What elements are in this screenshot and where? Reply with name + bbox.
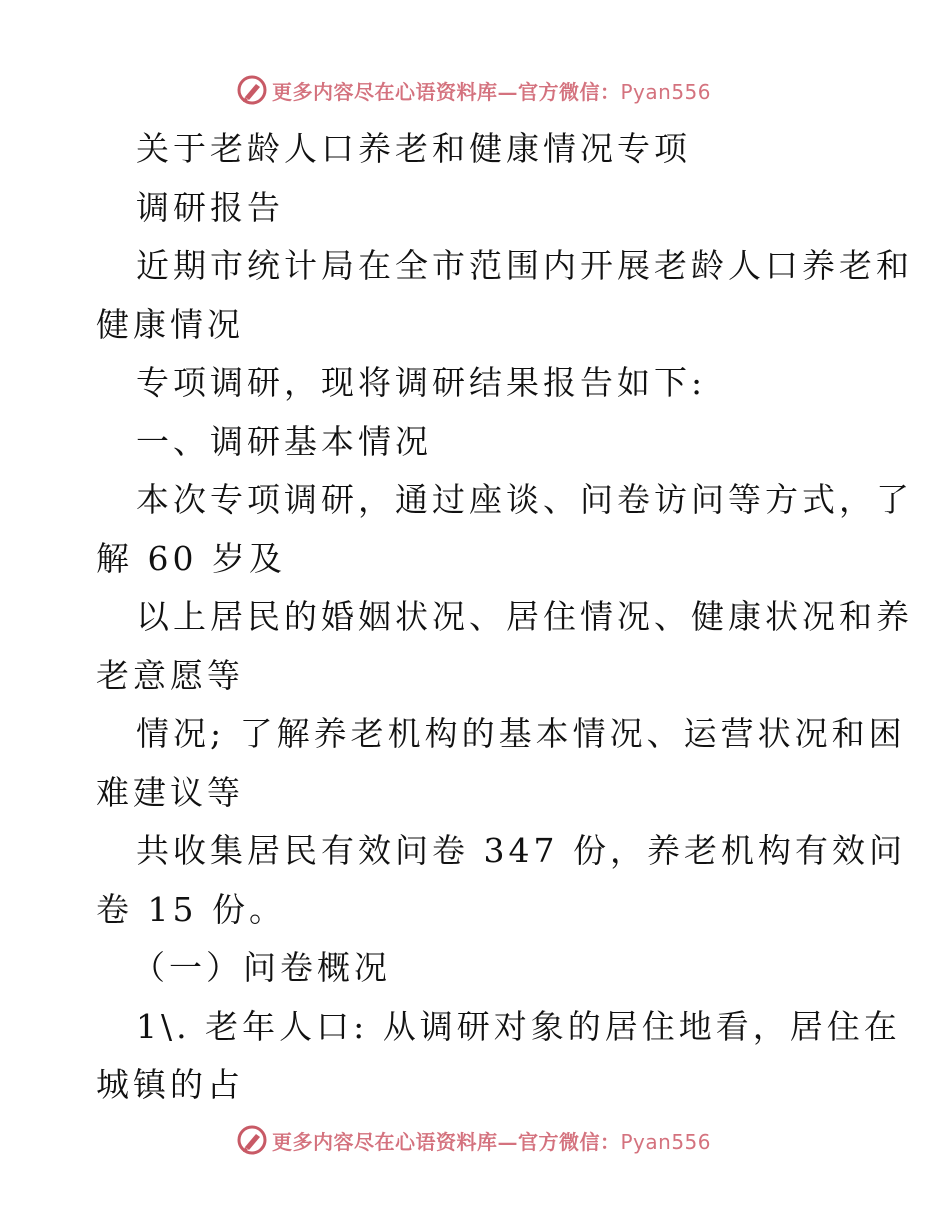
paragraph-line: 老意愿等 [96,655,244,695]
paragraph-line: 解 60 岁及 [96,538,286,578]
watermark-header [236,73,711,107]
paragraph-line: 1\. 老年人口: 从调研对象的居住地看，居住在 [136,1006,901,1046]
section-heading: 一、调研基本情况 [136,421,432,461]
document-title-line-1: 关于老龄人口养老和健康情况专项 [136,129,691,168]
paragraph-line: 以上居民的婚姻状况、居住情况、健康状况和养 [136,597,913,636]
document-title-line-2: 调研报告 [136,187,284,227]
pen-circle-logo-icon [236,74,268,106]
paragraph-line: 卷 15 份。 [96,889,286,929]
paragraph-line: 城镇的占 [96,1065,244,1104]
pen-circle-logo-icon [236,1124,268,1156]
paragraph-line: 健康情况 [96,304,244,344]
watermark-text: 更多内容尽在心语资料库—官方微信：Pyan556 [272,1129,712,1154]
paragraph-line: 共收集居民有效问卷 347 份，养老机构有效问 [136,831,906,870]
paragraph-line: 情况; 了解养老机构的基本情况、运营状况和困 [136,714,906,753]
paragraph-line: 难建议等 [96,772,244,812]
document-body [96,120,913,1115]
watermark-text: 更多内容尽在心语资料库—官方微信：Pyan556 [272,79,712,104]
watermark-footer [236,1123,711,1157]
paragraph-line: 近期市统计局在全市范围内开展老龄人口养老和 [136,246,913,285]
paragraph-line: 专项调研，现将调研结果报告如下: [136,363,707,402]
subsection-heading: （一）问卷概况 [132,948,391,987]
paragraph-line: 本次专项调研，通过座谈、问卷访问等方式，了 [136,480,913,519]
